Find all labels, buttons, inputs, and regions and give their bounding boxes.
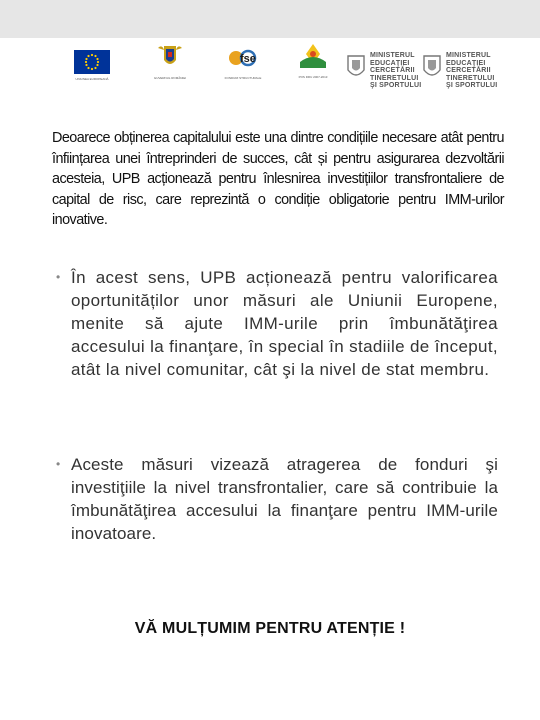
ministry-logo-2 <box>420 52 508 88</box>
bullet-text-2: Aceste măsuri vizează atragerea de fonduri şi investiţiile la nivel transfrontalier, care să contribuie la îmbunătăţirea accesului la finanţare pentru IMM-urile inovatoare. <box>71 455 498 543</box>
eu-flag-logo <box>74 50 110 80</box>
top-bar <box>0 0 540 38</box>
closing-thanks: VĂ MULȚUMIM PENTRU ATENȚIE ! <box>134 620 406 637</box>
pos-dru-icon <box>294 42 332 72</box>
eu-caption: UNIUNEA EUROPEANĂ <box>75 77 109 81</box>
ministry-crest-icon <box>344 52 368 82</box>
bullet-text-1: În acest sens, UPB acționează pentru valorificarea oportunităților unor măsuri ale Uniunii Europene, menite să ajute IMM-urile prin îmbunătăţirea accesului la finanţare, în special în stadiile de început, atât la nivel comunitar, cât şi la nivel de stat membru. <box>71 268 498 379</box>
ministry-text-1: MINISTERUL EDUCAŢIEI CERCETĂRII TINERETULUI ŞI SPORTULUI <box>370 52 422 90</box>
ministry-crest-icon <box>420 52 444 82</box>
structural-funds-logo <box>218 42 268 90</box>
romania-logo <box>146 42 194 90</box>
eu-flag-icon <box>74 50 110 74</box>
bullet-item-1 <box>56 266 498 381</box>
coat-of-arms-icon <box>146 42 194 72</box>
svg-text:fse: fse <box>240 53 256 65</box>
structural-funds-caption: FONDURI STRUCTURALE <box>224 76 262 80</box>
intro-paragraph: Deoarece obținerea capitalului este una dintre condițiile necesare atât pentru înființarea unei întreprinderi de succes, cât și pentru asigurarea dezvoltării acesteia, UPB acționează pentru înlesnirea investițiilor transfrontaliere de capital de risc, care reprezintă o condiție obligatorie pentru IMM-urilor inovative. <box>52 130 504 228</box>
pos-dru-logo <box>294 42 332 90</box>
structural-funds-icon <box>218 42 268 74</box>
pos-dru-caption: POS DRU 2007-2013 <box>298 75 328 79</box>
romania-caption: GUVERNUL ROMÂNIEI <box>153 76 187 80</box>
bullet-item-2 <box>56 453 498 545</box>
ministry-logo-1 <box>344 52 432 88</box>
ministry-text-2: MINISTERUL EDUCAŢIEI CERCETĂRII TINERETULUI ŞI SPORTULUI <box>446 52 498 90</box>
logo-strip <box>0 38 540 102</box>
bullet-dot: • <box>56 270 61 284</box>
bullet-dot: • <box>56 457 61 471</box>
